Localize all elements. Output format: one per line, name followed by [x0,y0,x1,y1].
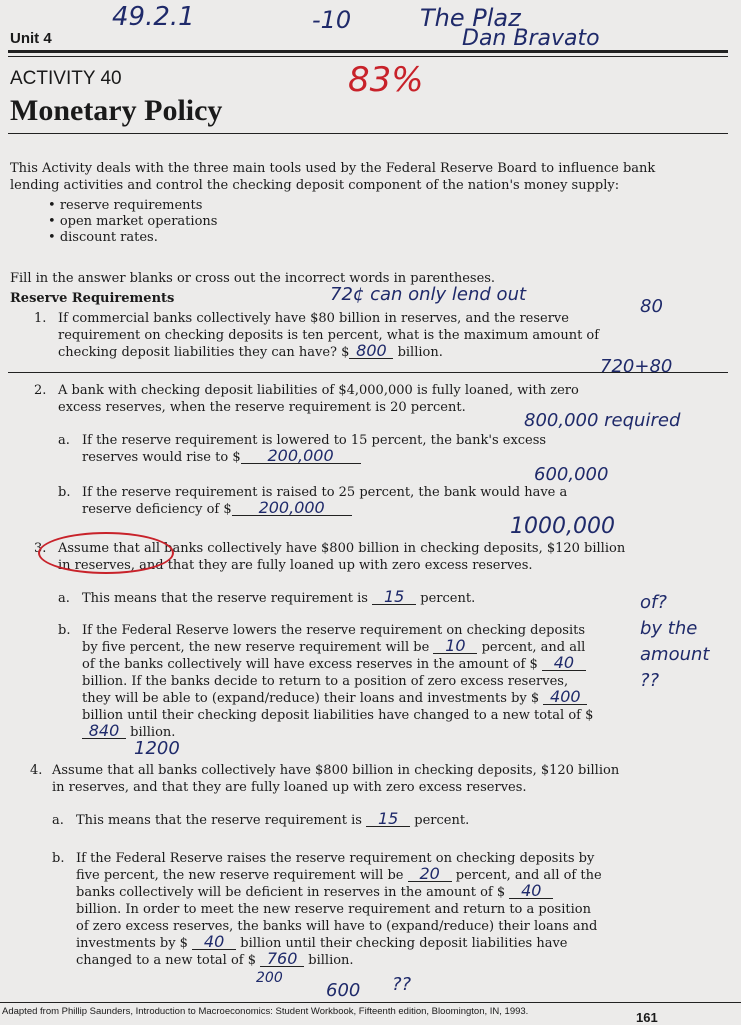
hand-note-required: 800,000 required [524,410,681,431]
answer-blank[interactable]: 15 [372,590,416,605]
hand-top-numbers: 49.2.1 [112,2,195,32]
hand-note-qq: ?? [392,974,412,995]
hand-side-note: of? by the amount ?? [640,592,710,691]
question-2b: b. If the reserve requirement is raised to 25 percent, the bank would have a reserve deficiency of $ 200,000 [58,485,568,517]
hand-grade: 83% [348,60,424,100]
circle-annotation [38,532,174,574]
bullet-item: • open market operations [48,214,218,229]
header-rule-thin [8,56,728,57]
hand-note-600b: 600 [326,980,361,1001]
question-4a: a. This means that the reserve requirement is 15 percent. [52,809,470,828]
title-rule [8,133,728,134]
question-3a: a. This means that the reserve requirement is 15 percent. [58,587,476,606]
section-heading: Reserve Requirements [10,291,175,306]
hand-note-1000k: 1000,000 [510,514,615,539]
intro-text: This Activity deals with the three main tools used by the Federal Reserve Board to influence bank lending activities and control the checking deposit component of the nation's money supply: [10,161,656,193]
answer-blank[interactable]: 200,000 [232,501,352,516]
header-rule [8,50,728,53]
hand-note-720: 720+80 [600,356,673,377]
answer-blank[interactable]: 760 [260,952,304,967]
question-3: 3. Assume that all banks collectively have $800 billion in checking deposits, $120 billion in reserves, and that they are fully loaned up with zero excess reserves. [34,541,626,573]
answer-blank[interactable]: 800 [349,344,393,359]
question-4: 4. Assume that all banks collectively have $800 billion in checking deposits, $120 billion in reserves, and that they are fully loaned up with zero excess reserves. [30,763,620,795]
intro-bullets [48,198,217,246]
answer-blank[interactable]: 40 [192,935,236,950]
page-number: 161 [636,1010,658,1025]
question-1: 1. If commercial banks collectively have $80 billion in reserves, and the reserve requirement on checking deposits is ten percent, what is the maximum amount of checking deposit liabilities they can have? $ 800 billion. [34,311,600,360]
question-2a: a. If the reserve requirement is lowered to 15 percent, the bank's excess reserves would rise to $ 200,000 [58,433,547,465]
instructions: Fill in the answer blanks or cross out the incorrect words in parentheses. [10,271,496,286]
page-title: Monetary Policy [10,94,223,127]
hand-name-2: Dan Bravato [462,26,600,51]
hand-note-reserve: 72¢ can only lend out [330,284,527,305]
answer-blank[interactable]: 40 [542,656,586,671]
answer-blank[interactable]: 400 [543,690,587,705]
bullet-item: • discount rates. [48,230,158,245]
hand-note-80: 80 [640,296,663,317]
hand-note-200: 200 [256,970,283,986]
question-3b: b. If the Federal Reserve lowers the reserve requirement on checking deposits by five percent, the new reserve requirement will be 10 percent, and all of the banks collectively will have excess reserves in the amount of $ 40 billion. If the banks decide to return to a position of zero excess reserves, they will be able to (expand/reduce) their loans and investments by $ 400 billion until their checking deposit liabilities have changed to a new total of $ 840 billion. [58,623,594,740]
unit-label: Unit 4 [10,30,52,47]
question-2: 2. A bank with checking deposit liabilities of $4,000,000 is fully loaned, with zero excess reserves, when the reserve requirement is 20 percent. [34,383,579,415]
hand-note-1200: 1200 [134,738,180,759]
answer-blank[interactable]: 10 [433,639,477,654]
answer-blank[interactable]: 40 [509,884,553,899]
bullet-item: • reserve requirements [48,198,203,213]
answer-blank[interactable]: 840 [82,724,126,739]
answer-blank[interactable]: 200,000 [241,449,361,464]
hand-note-600k: 600,000 [534,464,609,485]
question-4b: b. If the Federal Reserve raises the reserve requirement on checking deposits by five percent, the new reserve requirement will be 20 percent, and all of the banks collectively will be deficient in reserves in the amount of $ 40 billion. In order to meet the new reserve requirement and return to a position of zero excess reserves, the banks will have to (expand/reduce) their loans and investments by $ 40 billion until their checking deposit liabilities have changed to a new total of $ 760 billion. [52,851,602,968]
hand-score: -10 [312,6,352,34]
activity-label: ACTIVITY 40 [10,68,122,89]
footer-rule [0,1002,741,1003]
answer-blank[interactable]: 20 [408,867,452,882]
hand-name-1: The Plaz [420,4,521,32]
answer-blank[interactable]: 15 [366,812,410,827]
footer-credit: Adapted from Phillip Saunders, Introduction to Macroeconomics: Student Workbook, Fifteenth edition, Bloomington, IN, 1993. [2,1006,529,1017]
